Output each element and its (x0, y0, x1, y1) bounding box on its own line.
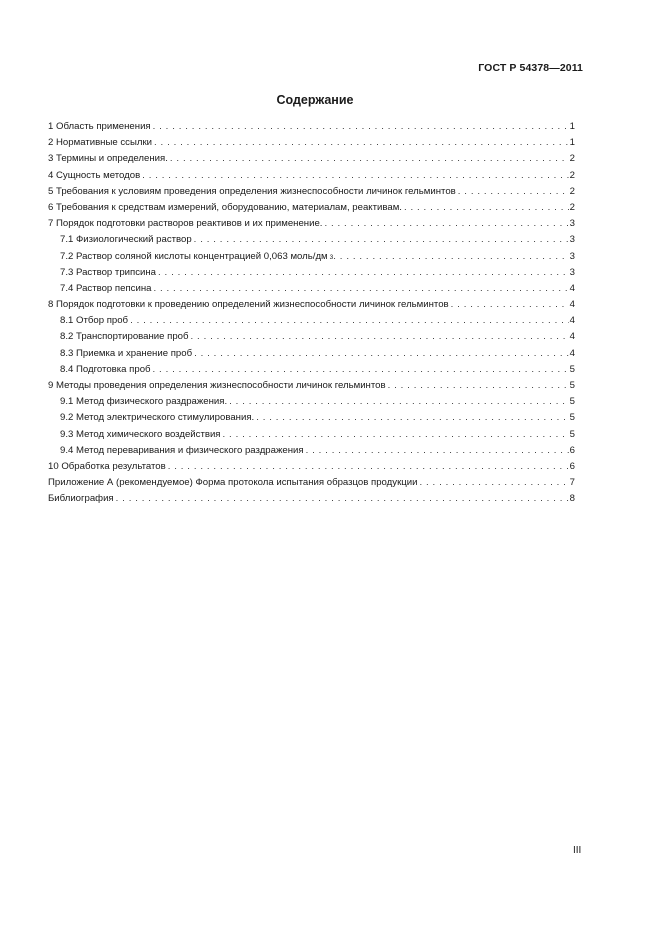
toc-entry[interactable] (48, 265, 575, 281)
toc-dot-leader (153, 119, 569, 135)
toc-entry[interactable] (48, 362, 575, 378)
toc-entry-page: 4 (569, 315, 575, 327)
toc-entry-page: 3 (569, 234, 575, 246)
toc-title: Содержание (276, 93, 354, 107)
toc-entry-title: Приложение А (рекомендуемое) Форма протокола испытания образцов продукции (48, 477, 418, 489)
toc-dot-leader (191, 329, 569, 345)
toc-entry-title: 9.1 Метод физического раздражения. (60, 396, 228, 408)
toc-entry[interactable] (48, 184, 575, 200)
toc-entry-title: 1 Область применения (48, 121, 151, 132)
toc-dot-leader (388, 378, 569, 394)
toc-entry-title: 8.2 Транспортирование проб (60, 331, 189, 343)
toc-entry-title: 9.2 Метод электрического стимулирования. (60, 412, 255, 424)
toc-dot-leader (194, 232, 569, 248)
toc-entry-page: 5 (569, 363, 575, 375)
toc-entry-title: Библиография (48, 493, 114, 505)
toc-entry-page: 1 (569, 137, 575, 149)
toc-entry-page: 2 (569, 201, 575, 213)
toc-dot-leader (170, 151, 569, 167)
toc-entry-page: 3 (569, 266, 575, 278)
toc-entry[interactable] (48, 475, 575, 491)
toc-dot-leader (229, 394, 569, 410)
toc-dot-leader (256, 410, 568, 426)
toc-entry[interactable] (48, 135, 575, 151)
toc-entry[interactable] (48, 346, 575, 362)
toc-entry-title: 7.1 Физиологический раствор (60, 234, 192, 246)
toc-entry-title: 8 Порядок подготовки к проведению определений жизнеспособности личинок гельминтов (48, 299, 449, 311)
toc-entry[interactable] (48, 427, 575, 443)
toc-entry-title: 10 Обработка результатов (48, 460, 166, 472)
toc-entry[interactable] (48, 394, 575, 410)
toc-entry-title: 7 Порядок подготовки растворов реактивов и их применение. (48, 218, 323, 230)
toc-entry-page: 4 (569, 282, 575, 294)
toc-entry-page: 7 (569, 477, 575, 489)
toc-entry[interactable] (48, 378, 575, 394)
toc-dot-leader (333, 249, 568, 265)
toc-entry-page: 4 (569, 331, 575, 343)
toc-entry-title: 3 Термины и определения. (48, 153, 168, 165)
toc-dot-leader (194, 346, 569, 362)
toc-entry-page: 5 (569, 428, 575, 440)
toc-entry[interactable] (48, 313, 575, 329)
toc-entry[interactable] (48, 168, 575, 184)
toc-dot-leader (154, 135, 569, 151)
toc-dot-leader (158, 265, 569, 281)
toc-entry-title: 8.4 Подготовка проб (60, 363, 151, 375)
toc-entry-page: 4 (569, 299, 575, 311)
toc-entry-title: 9.4 Метод переваривания и физического раздражения (60, 444, 304, 456)
toc-entry[interactable] (48, 329, 575, 345)
toc-entry[interactable] (48, 151, 575, 167)
toc-dot-leader (458, 184, 569, 200)
toc-entry-page: 3 (569, 218, 575, 230)
toc-dot-leader (223, 427, 569, 443)
toc-entry-title: 8.1 Отбор проб (60, 315, 129, 327)
toc-entry[interactable] (48, 459, 575, 475)
toc-entry-title: 6 Требования к средствам измерений, оборудованию, материалам, реактивам. (48, 201, 402, 213)
toc-dot-leader (324, 216, 568, 232)
toc-entry-page: 6 (569, 460, 575, 472)
toc-entry[interactable] (48, 200, 575, 216)
table-of-contents (48, 119, 575, 508)
toc-entry-page: 4 (569, 347, 575, 359)
toc-entry[interactable] (48, 297, 575, 313)
page-number: III (573, 845, 582, 856)
toc-entry-page: 6 (569, 444, 575, 456)
toc-entry-page: 5 (569, 380, 575, 391)
toc-dot-leader (116, 491, 569, 507)
toc-entry[interactable] (48, 232, 575, 248)
toc-entry[interactable] (48, 410, 575, 426)
toc-entry[interactable] (48, 119, 575, 135)
toc-entry-page: 3 (569, 250, 575, 262)
toc-dot-leader (451, 297, 569, 313)
toc-entry[interactable] (48, 281, 575, 297)
toc-dot-leader (306, 443, 569, 459)
toc-entry-title: 2 Нормативные ссылки (48, 137, 153, 149)
toc-entry-page: 1 (569, 121, 575, 132)
toc-entry[interactable] (48, 443, 575, 459)
toc-dot-leader (142, 168, 568, 184)
toc-dot-leader (168, 459, 569, 475)
toc-entry-title: 7.2 Раствор соляной кислоты концентрацией 0,063 моль/дм (60, 250, 328, 262)
toc-dot-leader (404, 200, 569, 216)
toc-dot-leader (419, 475, 568, 491)
toc-dot-leader (153, 362, 569, 378)
toc-entry[interactable] (48, 216, 575, 232)
toc-entry[interactable] (48, 491, 575, 507)
toc-dot-leader (153, 281, 568, 297)
toc-dot-leader (130, 313, 569, 329)
toc-entry-page: 2 (569, 153, 575, 165)
toc-entry-page: 2 (569, 169, 575, 181)
toc-entry[interactable]: 7.2 Раствор соляной кислоты концентрацией 0,063 моль/дм 3 . . . 3 (48, 249, 575, 265)
toc-entry-page: 5 (569, 396, 575, 408)
toc-entry-title: 9 Методы проведения определения жизнеспособности личинок гельминтов (48, 380, 386, 391)
toc-entry-title: 8.3 Приемка и хранение проб (60, 347, 193, 359)
toc-entry-title: 7.3 Раствор трипсина (60, 266, 157, 278)
toc-entry-page: 5 (569, 412, 575, 424)
toc-entry-title: 9.3 Метод химического воздействия (60, 428, 221, 440)
document-code: ГОСТ Р 54378—2011 (478, 62, 583, 74)
toc-entry-title: 4 Сущность методов (48, 169, 141, 181)
toc-entry-title: 5 Требования к условиям проведения определения жизнеспособности личинок гельминтов (48, 185, 456, 197)
toc-entry-title: 7.4 Раствор пепсина (60, 282, 152, 294)
toc-entry-page: 8 (569, 493, 575, 505)
toc-entry-page: 2 (569, 185, 575, 197)
